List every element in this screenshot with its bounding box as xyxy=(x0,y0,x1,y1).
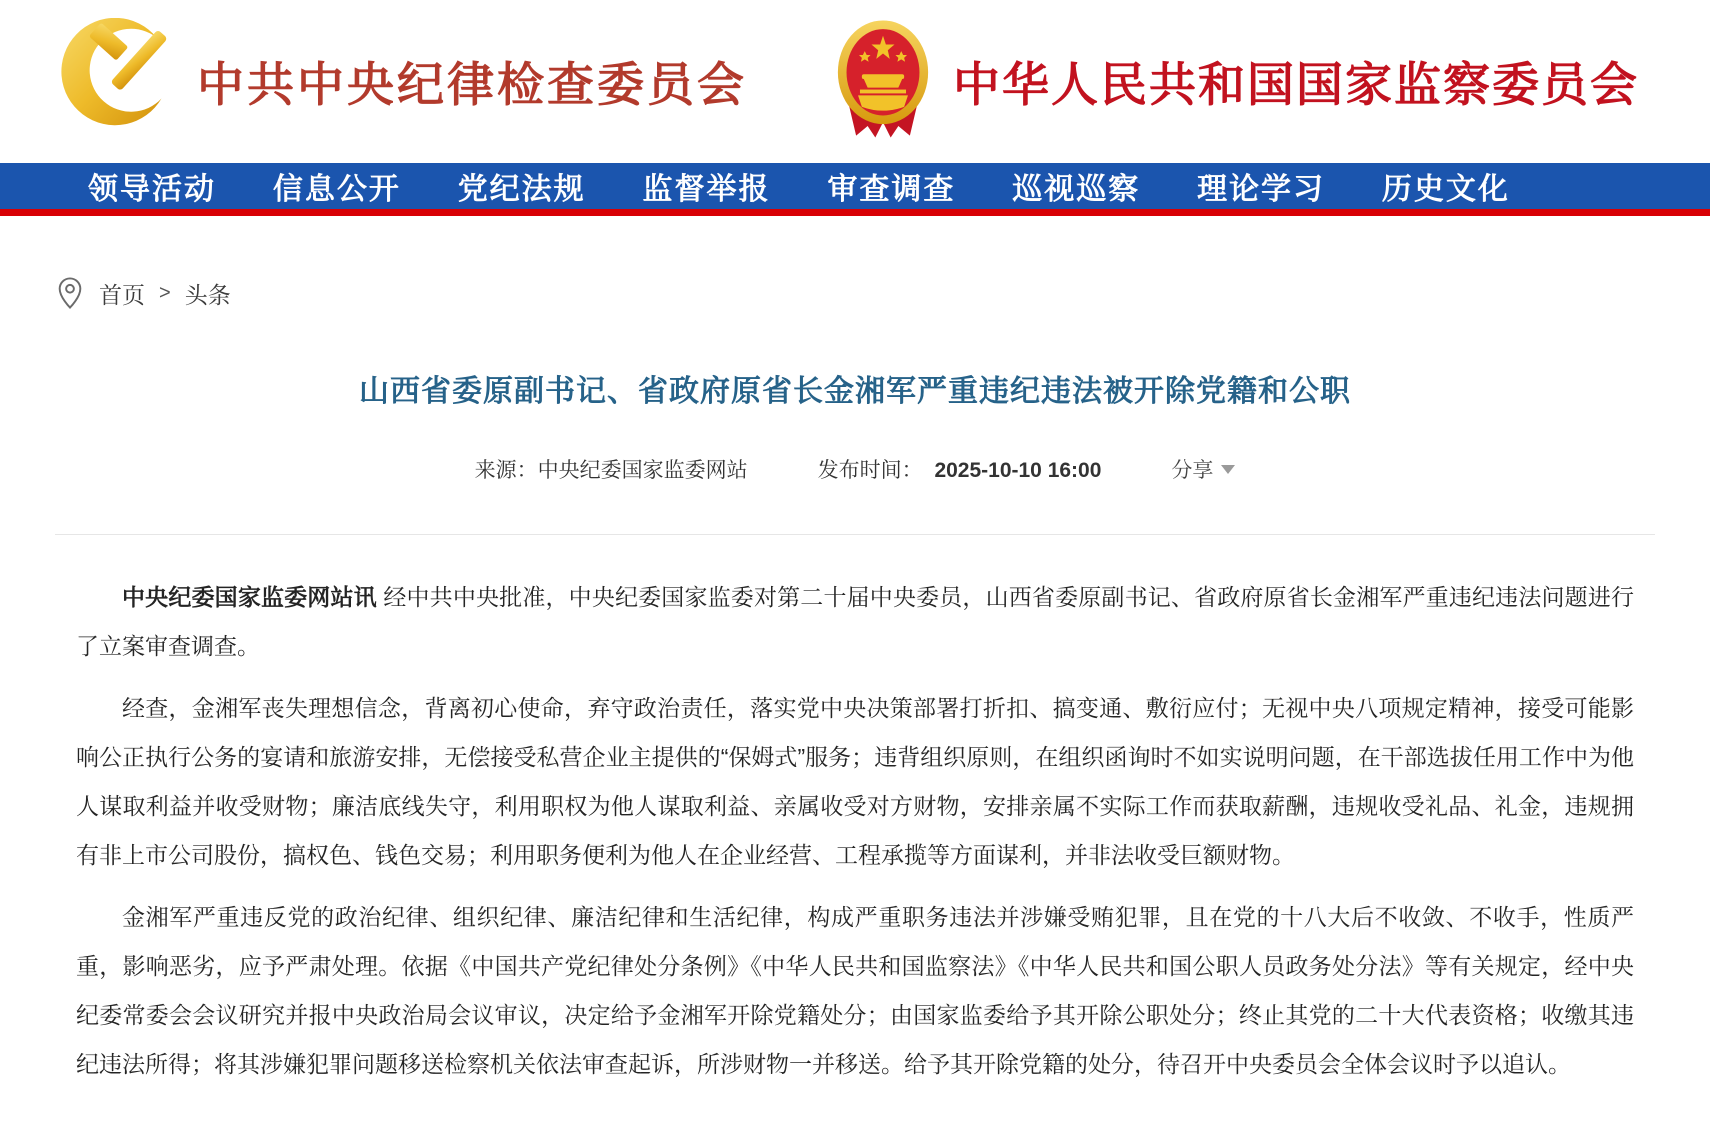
paragraph-1 xyxy=(76,573,1634,671)
party-emblem-icon xyxy=(55,18,185,145)
share-label: 分享 xyxy=(1171,459,1214,482)
nsc-site-title: 中华人民共和国国家监察委员会 xyxy=(953,58,1639,111)
article-title: 山西省委原副书记、省政府原省长金湘军严重违纪违法被开除党籍和公职 xyxy=(359,375,1351,408)
main-nav xyxy=(0,163,1710,209)
nav-item-history-culture[interactable]: 历史文化 xyxy=(1381,173,1510,206)
paragraph-1-text: 经中共中央批准，中央纪委国家监委对第二十届中央委员，山西省委原副书记、省政府原省长金湘军严重违纪违法问题进行了立案审查调查。 xyxy=(76,584,1635,659)
article-source: 来源：中央纪委国家监委网站 xyxy=(474,459,748,482)
publish-time-value: 2025-10-10 16:00 xyxy=(934,459,1102,482)
breadcrumb xyxy=(55,276,1710,310)
share-dropdown-icon xyxy=(1221,465,1235,474)
nav-item-review-investigation[interactable]: 审查调查 xyxy=(827,173,956,206)
breadcrumb-current-link[interactable]: 头条 xyxy=(184,281,231,308)
site-header xyxy=(0,0,1710,163)
red-accent-stripe xyxy=(0,209,1710,216)
article-publish-time xyxy=(818,454,1102,484)
national-emblem-icon xyxy=(835,18,931,145)
paragraph-3: 金湘军严重违反党的政治纪律、组织纪律、廉洁纪律和生活纪律，构成严重职务违法并涉嫌受贿犯罪，且在党的十八大后不收敛、不收手，性质严重，影响恶劣，应予严肃处理。依据《中国共产党纪律处分条例》《中华人民共和国监察法》《中华人民共和国公职人员政务处分法》等有关规定，经中央纪委常委会会议研究并报中央政治局会议审议，决定给予金湘军开除党籍处分；由国家监委给予其开除公职处分；终止其党的二十大代表资格；收缴其违纪违法所得；将其涉嫌犯罪问题移送检察机关依法审查起诉，所涉财物一并移送。给予其开除党籍的处分，待召开中央委员会全体会议时予以追认。 xyxy=(76,904,1634,1077)
article-body xyxy=(76,573,1634,1089)
article xyxy=(0,366,1710,1089)
ccdi-site-title: 中共中央纪律检查委员会 xyxy=(197,58,747,111)
nav-item-theory-study[interactable]: 理论学习 xyxy=(1197,173,1326,206)
paragraph-1-lead: 中央纪委国家监委网站讯 xyxy=(122,584,377,610)
paragraph-2: 经查，金湘军丧失理想信念，背离初心使命，弃守政治责任，落实党中央决策部署打折扣、搞变通、敷衍应付；无视中央八项规定精神，接受可能影响公正执行公务的宴请和旅游安排，无偿接受私营企业主提供的“保姆式”服务；违背组织原则，在组织函询时不如实说明问题，在干部选拔任用工作中为他人谋取利益并收受财物；廉洁底线失守，利用职权为他人谋取利益、亲属收受对方财物，安排亲属不实际工作而获取薪酬，违规收受礼品、礼金，违规拥有非上市公司股份，搞权色、钱色交易；利用职务便利为他人在企业经营、工程承揽等方面谋利，并非法收受巨额财物。 xyxy=(76,695,1634,868)
nav-item-supervision-report[interactable]: 监督举报 xyxy=(642,173,771,206)
breadcrumb-separator: > xyxy=(159,281,171,304)
location-pin-icon xyxy=(55,276,85,310)
nav-item-info-disclosure[interactable]: 信息公开 xyxy=(272,173,401,206)
publish-time-label: 发布时间： xyxy=(817,459,923,482)
nsc-logo[interactable] xyxy=(835,18,1639,145)
article-meta xyxy=(0,454,1710,484)
share-button[interactable] xyxy=(1171,454,1235,484)
nav-item-inspection[interactable]: 巡视巡察 xyxy=(1012,173,1141,206)
nav-item-discipline-laws[interactable]: 党纪法规 xyxy=(457,173,586,206)
content-divider xyxy=(55,534,1655,535)
nav-item-leadership[interactable]: 领导活动 xyxy=(88,173,216,206)
breadcrumb-home-link[interactable]: 首页 xyxy=(99,281,145,308)
ccdi-logo[interactable] xyxy=(55,18,747,145)
